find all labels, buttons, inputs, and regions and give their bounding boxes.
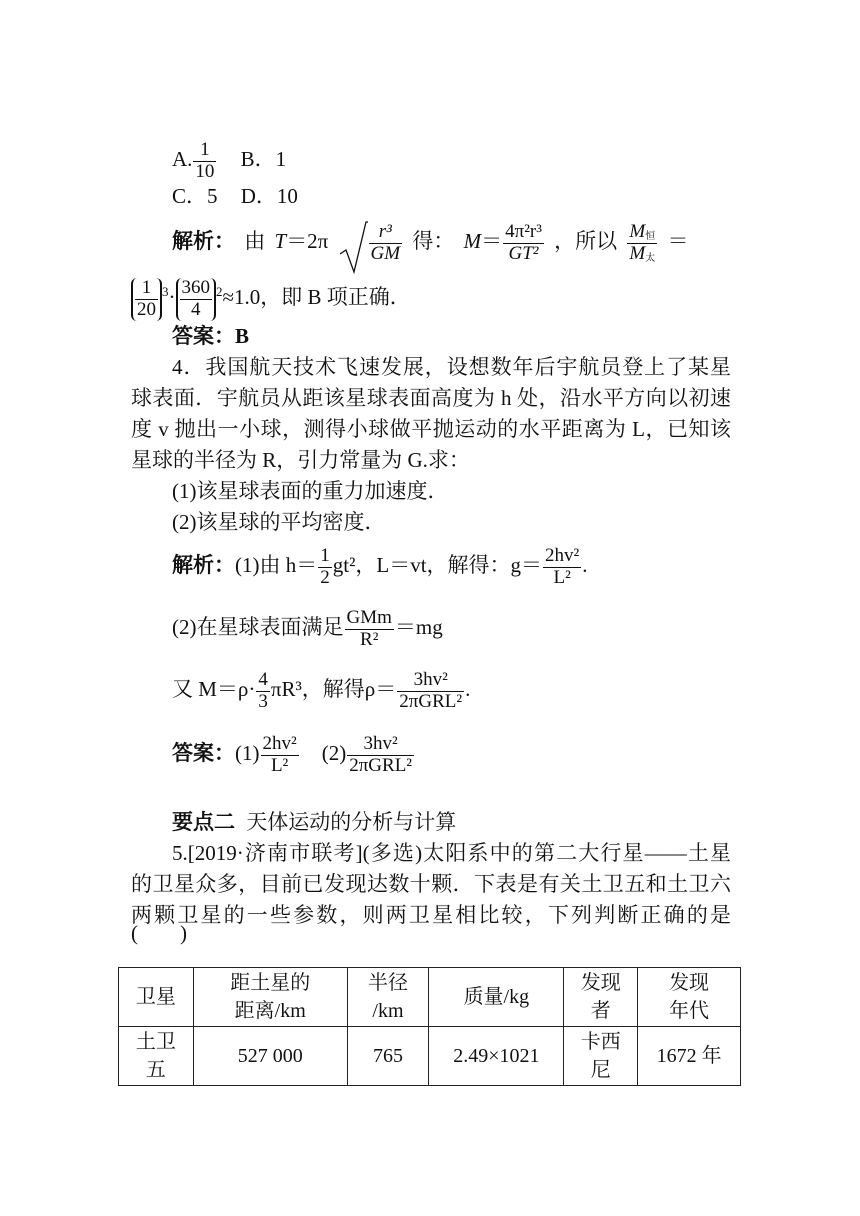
q4-solution1 (172, 546, 588, 589)
sol-eq: ＝2π (286, 229, 329, 254)
sol1-mid: gt²，L＝vt，解得：g＝ (332, 553, 543, 578)
q4-line2: 球表面．宇航员从距该星球表面高度为 h 处，沿水平方向以初速 (131, 386, 731, 410)
ft-num: 4 (258, 669, 268, 690)
q3-answer: 答案：B (172, 324, 250, 348)
table-cell-2: 765 (347, 1027, 429, 1086)
header-cell-0: 卫星 (119, 968, 194, 1027)
line2-tail: ≈1.0，即 B 项正确． (222, 285, 411, 310)
ans2-den: 2πGRL² (349, 754, 412, 776)
ratio-fraction (627, 222, 657, 265)
option-c: C．5 (172, 184, 218, 208)
rho-num: 3hv² (413, 669, 448, 690)
q4-line3: 度 v 抛出一小球，测得小球做平抛运动的水平距离为 L，已知该 (131, 417, 731, 441)
half-fraction (318, 546, 332, 589)
q4-sub1: (1)该星球表面的重力加速度． (172, 479, 449, 503)
ratio-numerator: M (629, 221, 646, 242)
header-cell-4: 发现 者 (564, 968, 638, 1027)
table-cell-1: 527 000 (193, 1027, 347, 1086)
sol-text: 由 (244, 229, 266, 254)
rho-fraction (397, 670, 464, 713)
ratio-numerator-sub: 恒 (645, 231, 656, 242)
mass-numerator: 4π²r³ (505, 221, 542, 242)
sqrt-fraction (369, 222, 403, 265)
header-cell-1: 距土星的 距离/km (193, 968, 347, 1027)
header-cell-5: 发现 年代 (638, 968, 741, 1027)
ratio-denominator-sub: 太 (645, 252, 656, 264)
table-row (119, 1027, 741, 1086)
option-a (172, 140, 286, 183)
sol3-mid: πR³，解得ρ＝ (270, 677, 397, 702)
table-cell-5: 1672 年 (638, 1027, 741, 1086)
q3-solution-line1 (172, 222, 689, 265)
mass-fraction (503, 222, 544, 265)
sol2-text: (2)在星球表面满足 (172, 615, 344, 640)
sol2-end: ＝mg (394, 615, 443, 640)
section-subtitle: 天体运动的分析与计算 (246, 810, 457, 834)
solution-label: 解析： (172, 553, 235, 578)
sqrt-numerator: r³ (378, 221, 392, 242)
option-d: D．10 (240, 184, 298, 208)
paren-group-1 (131, 278, 162, 321)
sol-var-M: M (463, 229, 482, 254)
options-cd (172, 181, 298, 211)
mass-denominator: GT² (508, 242, 539, 264)
ans2-pre: (2) (321, 741, 347, 766)
ans1-den: L² (261, 755, 299, 777)
sol-eq3: ＝ (667, 229, 689, 254)
answer-label: 答案： (172, 741, 235, 766)
q3-solution-line2 (131, 278, 411, 321)
dot: · (168, 285, 176, 310)
section-title: 要点二 (172, 810, 235, 834)
ratio-denominator: M (629, 242, 646, 264)
satellite-table (118, 967, 741, 1086)
q5-line1: 5.[2019·济南市联考](多选)太阳系中的第二大行星——土星 (172, 841, 731, 865)
sol3-end: . (465, 677, 471, 702)
g-den: L² (543, 567, 581, 589)
four-thirds-fraction (256, 670, 270, 713)
paren2-denominator: 4 (180, 299, 213, 321)
q4-sub2: (2)该星球的平均密度． (172, 510, 386, 534)
ans1-fraction (261, 734, 299, 777)
sol1-end: . (582, 553, 588, 578)
sol3-text: 又 M＝ρ· (172, 677, 256, 702)
q5-line4: ( ) (131, 921, 187, 945)
sol-text2: 得： (412, 229, 455, 254)
ans1-pre: (1) (235, 741, 260, 766)
table-cell-3: 2.49×1021 (429, 1027, 564, 1086)
ans2-fraction (347, 734, 414, 777)
q4-line4: 星球的半径为 R，引力常量为 G.求： (131, 448, 470, 472)
paren1-denominator: 20 (137, 298, 156, 320)
table-cell-4: 卡西 尼 (564, 1027, 638, 1086)
q5-line2: 的卫星众多，目前已发现达数十颗．下表是有关土卫五和土卫六 (131, 872, 731, 896)
gravity-den: R² (345, 629, 394, 651)
q4-solution2 (172, 608, 443, 651)
half-num: 1 (320, 545, 330, 566)
sol-text3: ，所以 (554, 229, 618, 254)
table-header-row (119, 968, 741, 1027)
sol1-text: (1)由 h＝ (235, 553, 318, 578)
q5-line3: 两颗卫星的一些参数，则两卫星相比较，下列判断正确的是 (131, 903, 731, 927)
section-heading (172, 807, 456, 837)
ft-den: 3 (258, 690, 268, 712)
option-a-fraction (193, 140, 216, 183)
exp-2: 2 (216, 284, 223, 300)
rho-den: 2πGRL² (399, 690, 463, 712)
option-a-label: A. (172, 147, 193, 172)
solution-label: 解析： (172, 229, 235, 254)
option-b: B．1 (240, 147, 287, 172)
q4-answer (172, 734, 415, 777)
paren1-numerator: 1 (141, 277, 152, 298)
q4-solution3 (172, 670, 470, 713)
exp-1: 3 (162, 284, 169, 300)
sol-var-T: T (274, 229, 287, 254)
gravity-fraction (345, 608, 394, 651)
g-num: 2hv² (545, 545, 580, 566)
paren2-numerator: 360 (181, 277, 210, 298)
header-cell-2: 半径 /km (347, 968, 429, 1027)
sqrt-expression (338, 222, 404, 265)
half-den: 2 (320, 566, 330, 588)
g-fraction (543, 546, 581, 589)
sqrt-radical-icon (338, 220, 368, 278)
option-a-numerator: 1 (200, 139, 210, 160)
ans1-num: 2hv² (262, 733, 297, 754)
gravity-num: GMm (346, 607, 392, 628)
ans2-num: 3hv² (363, 733, 398, 754)
sol-eq2: ＝ (481, 229, 503, 254)
header-cell-3: 质量/kg (429, 968, 564, 1027)
paren-group-2 (176, 278, 217, 321)
sqrt-denominator: GM (370, 242, 401, 264)
q4-line1: 4．我国航天技术飞速发展，设想数年后宇航员登上了某星 (172, 355, 731, 379)
option-a-denominator: 10 (195, 160, 215, 182)
table-cell-0: 土卫 五 (119, 1027, 194, 1086)
